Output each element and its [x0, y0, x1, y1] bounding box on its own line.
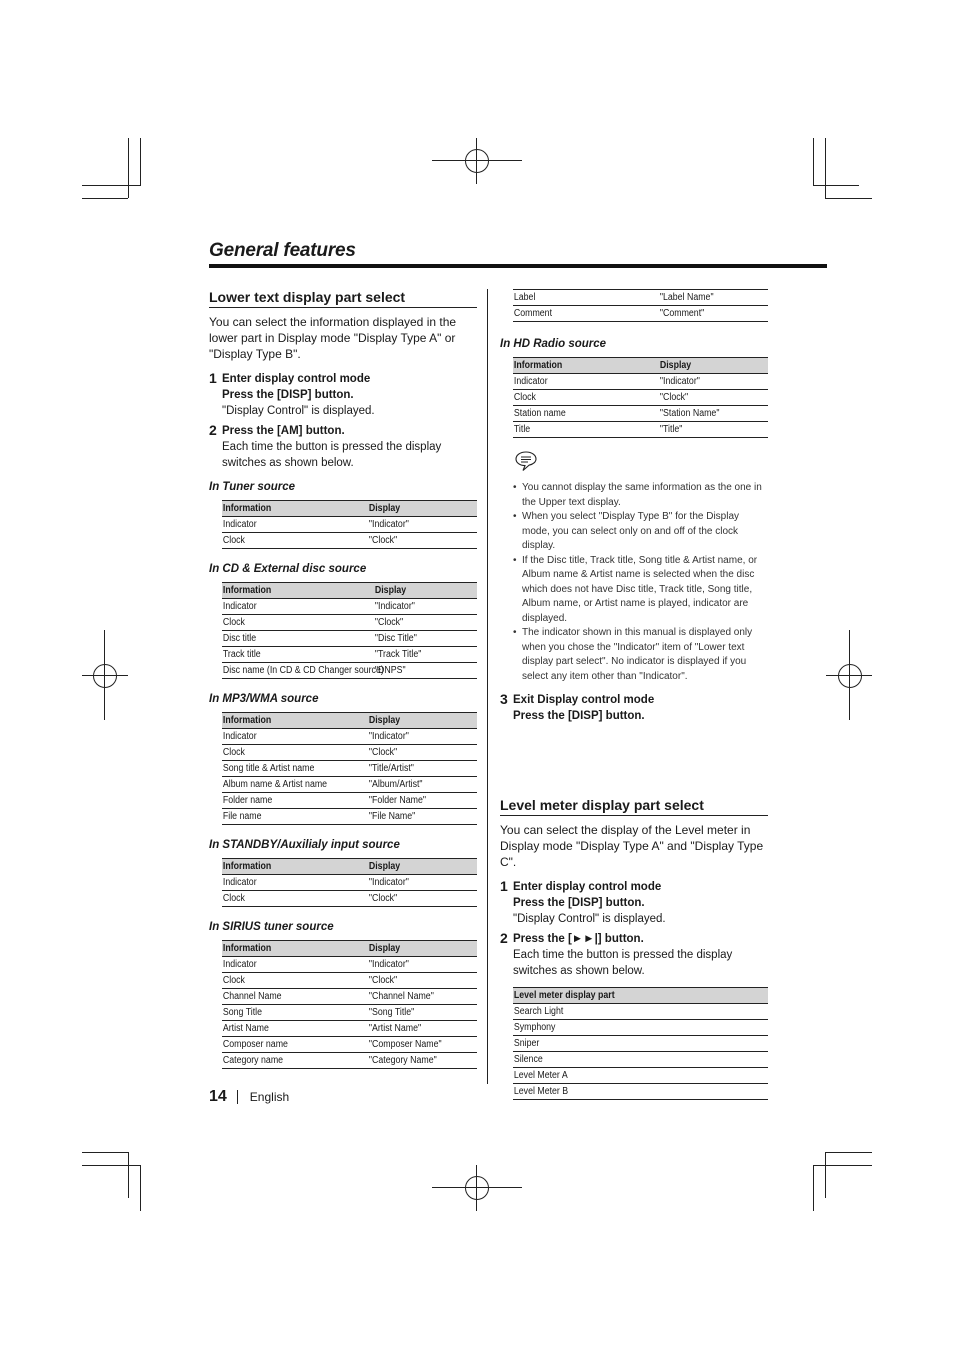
step-title: Exit Display control mode	[513, 694, 655, 706]
table-cell: Sniper	[513, 1037, 540, 1049]
table-row	[222, 615, 477, 631]
table-cell: Disc name (In CD & CD Changer source)	[222, 664, 384, 676]
header-cell: Display	[368, 502, 401, 514]
note-speech-bubble-icon	[514, 450, 768, 477]
table-row	[222, 729, 477, 745]
header-cell: Information	[222, 714, 272, 726]
table-cell: Clock	[222, 616, 245, 628]
right-column	[500, 289, 768, 1112]
table-row	[222, 1037, 477, 1053]
header-cell: Information	[222, 584, 272, 596]
table-row	[222, 957, 477, 973]
table-cell: "Album/Artist"	[368, 778, 423, 790]
step-result: Each time the button is pressed the display switches as shown below.	[513, 949, 733, 977]
step-number: 2	[500, 930, 508, 946]
header-cell: Display	[368, 942, 401, 954]
table-cell: Comment	[513, 307, 553, 319]
header-cell: Information	[222, 502, 272, 514]
table-row	[222, 1005, 477, 1021]
table-cell: "File Name"	[368, 810, 416, 822]
table-cell: "Indicator"	[374, 600, 415, 612]
step-number: 3	[500, 691, 508, 707]
table-cell: "Channel Name"	[368, 990, 434, 1002]
table-cell: Clock	[222, 746, 245, 758]
table-cd	[222, 582, 477, 679]
table-cell: Song title & Artist name	[222, 762, 315, 774]
table-cell: "Category Name"	[368, 1054, 437, 1066]
table-row	[513, 390, 768, 406]
left-column	[209, 288, 477, 1081]
table-row	[222, 663, 477, 679]
page-number: 14	[209, 1088, 227, 1105]
header-cell: Information	[222, 860, 272, 872]
table-mp3	[222, 712, 477, 825]
table-row	[222, 875, 477, 891]
table-cell: Indicator	[222, 958, 257, 970]
subheading-tuner: In Tuner source	[209, 481, 296, 493]
table-cell: Clock	[222, 892, 245, 904]
table-cell: File name	[222, 810, 262, 822]
header-cell: Display	[368, 860, 401, 872]
table-cell: Indicator	[513, 375, 548, 387]
table-cell: "Label Name"	[659, 291, 714, 303]
table-cell: Disc title	[222, 632, 257, 644]
level-intro: You can select the display of the Level meter in Display mode "Display Type A" and "Display Type C".	[500, 823, 764, 869]
table-tuner	[222, 500, 477, 549]
header-cell: Information	[222, 942, 272, 954]
table-cell: Indicator	[222, 600, 257, 612]
table-cell: "Clock"	[374, 616, 404, 628]
subheading-hd-radio: In HD Radio source	[500, 338, 607, 350]
table-standby	[222, 858, 477, 907]
table-cell: Indicator	[222, 518, 257, 530]
column-divider	[487, 289, 488, 1084]
note-item: • The indicator shown in this manual is displayed only when you chose the "Indicator" item of "Lower text display part select". No indicator is displayed if you select any item other than "Indicator".	[513, 626, 768, 684]
page-title: General features	[209, 240, 356, 261]
step-result: "Display Control" is displayed.	[222, 405, 375, 417]
table-cell: "Folder Name"	[368, 794, 426, 806]
table-row	[513, 406, 768, 422]
table-cell: Clock	[222, 534, 245, 546]
table-row	[222, 809, 477, 825]
table-cell: Station name	[513, 407, 566, 419]
table-cell: "Indicator"	[368, 730, 409, 742]
table-header	[222, 712, 477, 729]
table-row	[222, 631, 477, 647]
table-row	[222, 793, 477, 809]
table-cell: "Clock"	[368, 534, 398, 546]
section-heading-lower-text: Lower text display part select	[209, 288, 477, 308]
table-header	[513, 987, 768, 1004]
table-cell: Clock	[222, 974, 245, 986]
table-cell: "Indicator"	[368, 876, 409, 888]
step-title: Enter display control mode	[222, 373, 371, 385]
table-row	[222, 647, 477, 663]
table-cell: "Indicator"	[368, 518, 409, 530]
table-cell: Level Meter B	[513, 1085, 569, 1097]
table-row	[222, 1053, 477, 1069]
lower-step-1	[209, 371, 477, 419]
title-rule	[209, 264, 827, 268]
table-row	[513, 289, 768, 306]
table-row	[222, 533, 477, 549]
table-cell: "DNPS"	[374, 664, 406, 676]
table-cell: Title	[513, 423, 531, 435]
table-row	[222, 1021, 477, 1037]
table-cell: Composer name	[222, 1038, 288, 1050]
table-row	[513, 1020, 768, 1036]
table-header	[222, 582, 477, 599]
table-row	[513, 422, 768, 438]
step-action: Press the [DISP] button.	[513, 897, 645, 909]
table-cell: Symphony	[513, 1021, 556, 1033]
lower-intro: You can select the information displayed in the lower part in Display mode "Display Type A" or "Display Type B".	[209, 315, 457, 361]
table-cell: Channel Name	[222, 990, 282, 1002]
table-header	[513, 357, 768, 374]
table-row	[222, 761, 477, 777]
table-cell: Track title	[222, 648, 261, 660]
table-row	[222, 517, 477, 533]
step-action: Press the [DISP] button.	[222, 389, 354, 401]
lower-step-3	[500, 692, 768, 724]
table-row	[222, 891, 477, 907]
table-row	[222, 599, 477, 615]
header-cell: Information	[513, 359, 563, 371]
table-cell: Indicator	[222, 730, 257, 742]
table-cell: Folder name	[222, 794, 273, 806]
note-item: • You cannot display the same information as the one in the Upper text display.	[513, 481, 768, 510]
table-cell: Level Meter A	[513, 1069, 568, 1081]
table-cell: "Station Name"	[659, 407, 720, 419]
level-step-1	[500, 879, 768, 927]
table-cell: "Clock"	[659, 391, 689, 403]
level-step-2	[500, 931, 768, 979]
table-hd-radio	[513, 357, 768, 438]
page-footer	[209, 1088, 289, 1106]
table-row	[513, 1004, 768, 1020]
table-row	[513, 1084, 768, 1100]
step-number: 1	[500, 878, 508, 894]
step-number: 1	[209, 370, 217, 386]
table-cell: Indicator	[222, 876, 257, 888]
table-cell: "Title"	[659, 423, 683, 435]
table-cell: "Track Title"	[374, 648, 422, 660]
table-sirius	[222, 940, 477, 1069]
step-action: Press the [►►|] button.	[513, 933, 644, 945]
header-cell: Display	[368, 714, 401, 726]
step-result: Each time the button is pressed the display switches as shown below.	[222, 441, 442, 469]
table-cell: Silence	[513, 1053, 543, 1065]
header-cell: Display	[374, 584, 407, 596]
table-cell: "Clock"	[368, 974, 398, 986]
table-row	[222, 989, 477, 1005]
table-sirius-continued	[513, 289, 768, 322]
step-action: Press the [DISP] button.	[513, 710, 645, 722]
table-cell: "Comment"	[659, 307, 705, 319]
table-cell: "Disc Title"	[374, 632, 417, 644]
table-row	[222, 745, 477, 761]
subheading-mp3: In MP3/WMA source	[209, 693, 319, 705]
lower-step-2	[209, 423, 477, 471]
table-cell: Clock	[513, 391, 536, 403]
table-cell: "Clock"	[368, 892, 398, 904]
header-cell: Level meter display part	[513, 989, 615, 1001]
table-cell: "Indicator"	[368, 958, 409, 970]
step-number: 2	[209, 422, 217, 438]
table-header	[222, 858, 477, 875]
table-cell: Song Title	[222, 1006, 263, 1018]
notes-list	[513, 481, 768, 684]
table-cell: "Composer Name"	[368, 1038, 442, 1050]
table-cell: Label	[513, 291, 536, 303]
table-cell: Artist Name	[222, 1022, 269, 1034]
subheading-cd: In CD & External disc source	[209, 563, 367, 575]
table-cell: "Indicator"	[659, 375, 700, 387]
table-row	[513, 1036, 768, 1052]
table-row	[513, 1068, 768, 1084]
table-header	[222, 500, 477, 517]
table-header	[222, 940, 477, 957]
header-cell: Display	[659, 359, 692, 371]
table-row	[513, 374, 768, 390]
table-level-meter	[513, 987, 768, 1100]
table-cell: Album name & Artist name	[222, 778, 328, 790]
subheading-standby: In STANDBY/Auxilialy input source	[209, 839, 400, 851]
step-result: "Display Control" is displayed.	[513, 913, 666, 925]
table-cell: "Song Title"	[368, 1006, 415, 1018]
section-heading-level-meter: Level meter display part select	[500, 796, 768, 816]
table-cell: "Clock"	[368, 746, 398, 758]
table-cell: "Artist Name"	[368, 1022, 422, 1034]
note-item: • When you select "Display Type B" for the Display mode, you can select only on and off of the clock display.	[513, 510, 768, 554]
subheading-sirius: In SIRIUS tuner source	[209, 921, 334, 933]
table-row	[222, 777, 477, 793]
step-action: Press the [AM] button.	[222, 425, 345, 437]
note-item: • If the Disc title, Track title, Song title & Artist name, or Album name & Artist name is selected when the disc which does not have Disc title, Track title, Song title, Album name, or Artist name is played, indicator are displayed.	[513, 554, 768, 627]
footer-separator	[237, 1090, 238, 1104]
table-cell: Category name	[222, 1054, 284, 1066]
step-title: Enter display control mode	[513, 881, 662, 893]
table-row	[513, 306, 768, 322]
footer-language: English	[249, 1090, 290, 1104]
table-cell: Search Light	[513, 1005, 564, 1017]
table-row	[513, 1052, 768, 1068]
table-row	[222, 973, 477, 989]
table-cell: "Title/Artist"	[368, 762, 414, 774]
